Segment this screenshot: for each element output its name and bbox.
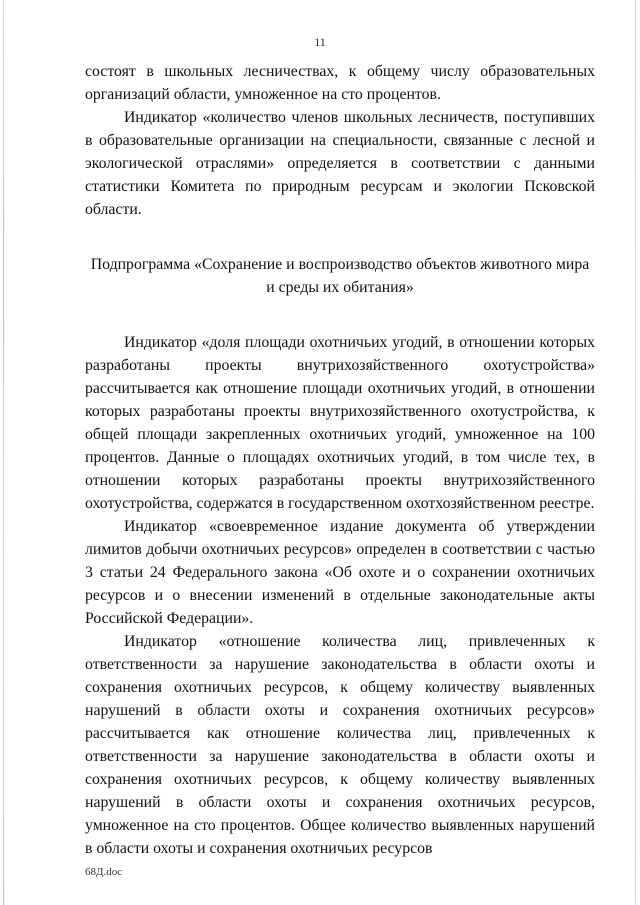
paragraph-school-forestry-indicator: Индикатор «количество членов школьных лесничеств, поступивших в образовательные организации на специальности, связанные с лесной и экологической отраслями» определяется в соответствии с данными статистики Комитета по природным ресурсам и экологии Псковской области. xyxy=(85,109,595,218)
scan-edge-right xyxy=(635,0,636,905)
subprogram-heading-line-2: и среды их обитания» xyxy=(266,279,414,296)
paragraph-hunting-grounds-indicator: Индикатор «доля площади охотничьих угодий, в отношении которых разработаны проекты внутрихозяйственного охотустройства» рассчитывается как отношение площади охотничьих угодий, в отношении которых разработаны проекты внутрихозяйственного охотустройства, к общей площади закрепленных охотничьих угодий, умноженное на 100 процентов. Данные о площадях охотничьих угодий, в том числе тех, в отношении которых разработаны проекты внутрихозяйственного охотустройства, содержатся в государственном охотхозяйственном реестре. xyxy=(85,334,595,512)
scan-edge-left xyxy=(3,0,4,905)
document-body xyxy=(85,60,595,860)
subprogram-heading-line-1: Подпрограмма «Сохранение и воспроизводство объектов животного мира xyxy=(90,256,590,273)
paragraph-hunting-limits-indicator: Индикатор «своевременное издание документа об утверждении лимитов добычи охотничьих ресурсов» определен в соответствии с частью 3 статьи 24 Федерального закона «Об охоте и о сохранении охотничьих ресурсов и о внесении изменений в отдельные законодательные акты Российской Федерации». xyxy=(85,518,595,627)
subprogram-heading xyxy=(85,253,595,299)
file-name-footer: 68Д.doc xyxy=(85,866,123,878)
paragraph-continuation: состоят в школьных лесничествах, к общему числу образовательных организаций области, умноженное на сто процентов. xyxy=(85,63,595,103)
page-number: 11 xyxy=(314,35,326,49)
paragraph-violations-indicator: Индикатор «отношение количества лиц, привлеченных к ответственности за нарушение законодательства в области охоты и сохранения охотничьих ресурсов, к общему количеству выявленных нарушений в области охоты и сохранения охотничьих ресурсов» рассчитывается как отношение количества лиц, привлеченных к ответственности за нарушение законодательства в области охоты и сохранения охотничьих ресурсов, к общему количеству выявленных нарушений в области охоты и сохранения охотничьих ресурсов, умноженное на сто процентов. Общее количество выявленных нарушений в области охоты и сохранения охотничьих ресурсов xyxy=(85,633,595,857)
